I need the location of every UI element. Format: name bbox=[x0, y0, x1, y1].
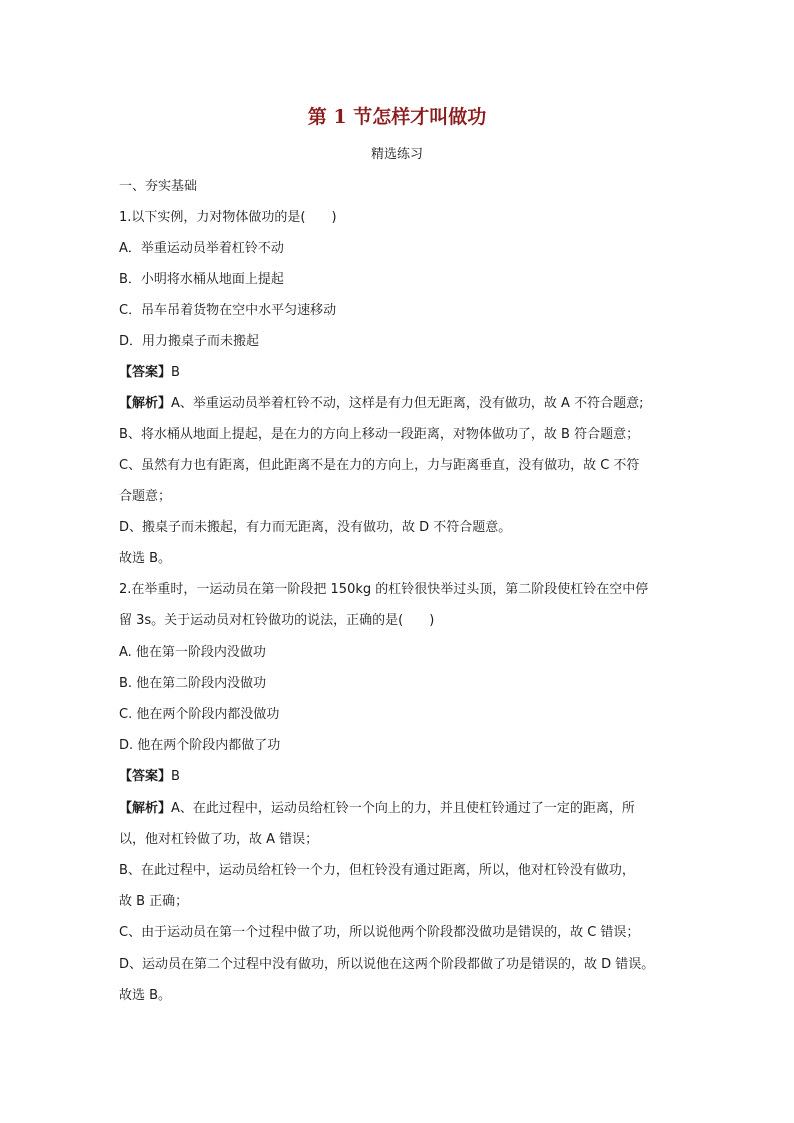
section-heading: 一、夯实基础 bbox=[119, 179, 198, 194]
question-2-analysis-line: 以，他对杠铃做了功，故 A 错误； bbox=[119, 832, 319, 847]
page-title: 第 1 节怎样才叫做功 bbox=[307, 106, 487, 128]
answer-tag: 【答案】 bbox=[119, 365, 172, 380]
answer-value: B bbox=[171, 769, 180, 784]
question-2-stem-cont: 留 3s。关于运动员对杠铃做功的说法，正确的是( ) bbox=[119, 613, 435, 628]
question-1-option-a: A．举重运动员举着杠铃不动 bbox=[119, 241, 284, 256]
analysis-tag: 【解析】 bbox=[119, 801, 172, 816]
question-2-analysis-line bbox=[119, 799, 679, 819]
question-1-analysis-line: B、将水桶从地面上提起，是在力的方向上移动一段距离，对物体做功了，故 B 符合题意； bbox=[119, 427, 640, 442]
question-2-option-b: B. 他在第二阶段内没做功 bbox=[119, 676, 267, 691]
question-1-option-d: D．用力搬桌子而未搬起 bbox=[119, 334, 260, 349]
answer-value: B bbox=[171, 365, 180, 380]
question-2-option-d: D. 他在两个阶段内都做了功 bbox=[119, 738, 281, 753]
question-2-stem: 2.在举重时，一运动员在第一阶段把 150kg 的杠铃很快举过头顶，第二阶段使杠铃在空中停 bbox=[119, 582, 649, 597]
analysis-text: A、举重运动员举着杠铃不动，这样是有力但无距离，没有做功，故 A 不符合题意; bbox=[171, 396, 644, 411]
question-2-option-a: A. 他在第一阶段内没做功 bbox=[119, 645, 266, 660]
question-2-conclusion: 故选 B。 bbox=[119, 988, 172, 1003]
question-1-option-b: B．小明将水桶从地面上提起 bbox=[119, 272, 284, 287]
question-2-answer bbox=[119, 767, 679, 787]
question-2-option-c: C. 他在两个阶段内都没做功 bbox=[119, 707, 280, 722]
question-1-analysis-line: 合题意； bbox=[119, 489, 172, 504]
question-1-conclusion: 故选 B。 bbox=[119, 551, 172, 566]
question-2-analysis-line: 故 B 正确； bbox=[119, 894, 189, 909]
analysis-tag: 【解析】 bbox=[119, 396, 172, 411]
question-1-analysis-line: C、虽然有力也有距离，但此距离不是在力的方向上，力与距离垂直，没有做功，故 C 不符 bbox=[119, 458, 640, 473]
answer-tag: 【答案】 bbox=[119, 769, 172, 784]
question-1-analysis-line bbox=[119, 394, 679, 414]
question-1-answer bbox=[119, 363, 679, 383]
question-1-stem: 1.以下实例，力对物体做功的是( ) bbox=[119, 210, 337, 225]
page-subtitle: 精选练习 bbox=[370, 147, 423, 162]
question-2-analysis-line: D、运动员在第二个过程中没有做功，所以说他在这两个阶段都做了功是错误的，故 D 错误。 bbox=[119, 957, 655, 972]
question-2-analysis-line: C、由于运动员在第一个过程中做了功，所以说他两个阶段都没做功是错误的，故 C 错误； bbox=[119, 925, 640, 940]
question-2-analysis-line: B、在此过程中，运动员给杠铃一个力，但杠铃没有通过距离，所以，他对杠铃没有做功， bbox=[119, 863, 635, 878]
analysis-text: A、在此过程中，运动员给杠铃一个向上的力，并且使杠铃通过了一定的距离，所 bbox=[171, 801, 635, 816]
question-1-option-c: C．吊车吊着货物在空中水平匀速移动 bbox=[119, 303, 337, 318]
question-1-analysis-line: D、搬桌子而未搬起，有力而无距离，没有做功，故 D 不符合题意。 bbox=[119, 520, 512, 535]
